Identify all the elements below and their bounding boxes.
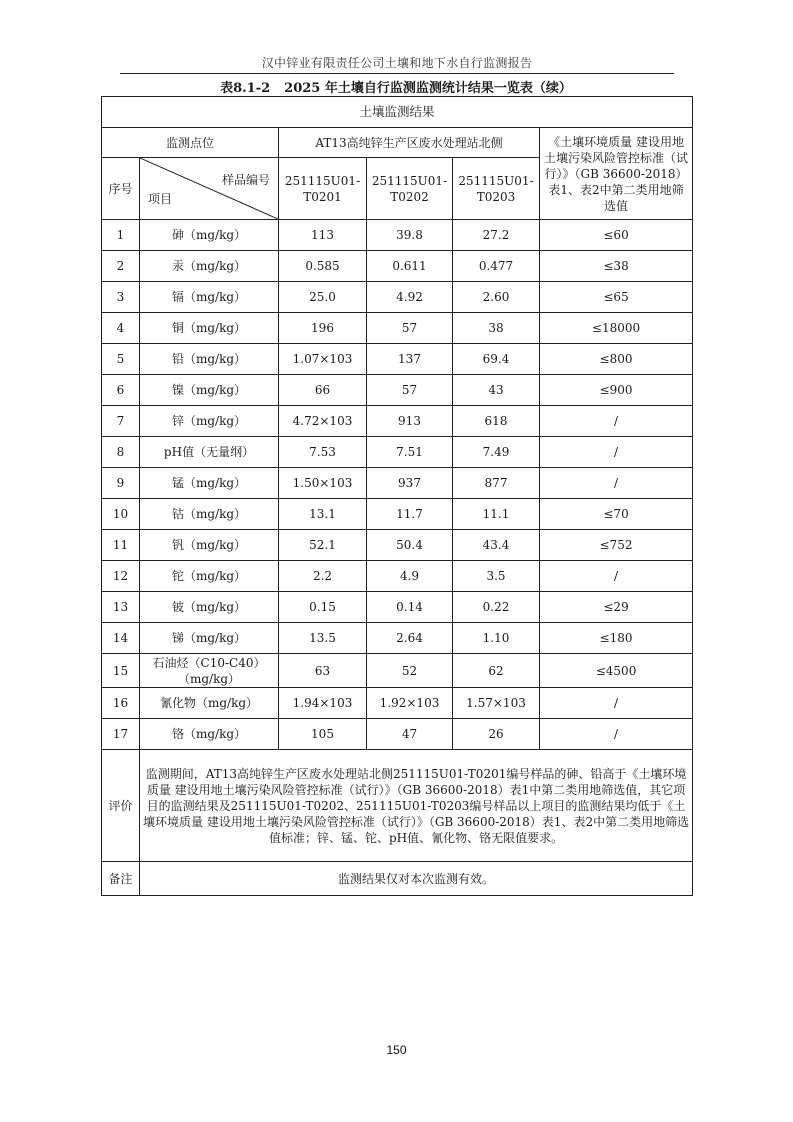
row-standard-limit: ≤800: [540, 344, 693, 375]
row-seq: 13: [102, 592, 140, 623]
row-seq: 6: [102, 375, 140, 406]
row-item: 镉（mg/kg）: [140, 282, 279, 313]
row-value-sample-1: 1.50×103: [279, 468, 367, 499]
row-standard-limit: /: [540, 719, 693, 750]
note-label: 备注: [102, 862, 140, 896]
table-row: [102, 654, 693, 688]
evaluation-label: 评价: [102, 750, 140, 862]
row-value-sample-1: 1.07×103: [279, 344, 367, 375]
table-row: [102, 282, 693, 313]
row-item: 铊（mg/kg）: [140, 561, 279, 592]
row-value-sample-2: 0.14: [367, 592, 453, 623]
row-value-sample-3: 69.4: [453, 344, 540, 375]
row-value-sample-2: 57: [367, 375, 453, 406]
row-value-sample-2: 4.9: [367, 561, 453, 592]
row-seq: 10: [102, 499, 140, 530]
row-value-sample-2: 913: [367, 406, 453, 437]
row-standard-limit: ≤60: [540, 220, 693, 251]
row-value-sample-1: 196: [279, 313, 367, 344]
row-seq: 2: [102, 251, 140, 282]
table-row: [102, 530, 693, 561]
table-section-title: 土壤监测结果: [102, 97, 693, 128]
row-item: 铜（mg/kg）: [140, 313, 279, 344]
row-item: 石油烃（C10-C40）（mg/kg）: [140, 654, 279, 688]
row-item: 铬（mg/kg）: [140, 719, 279, 750]
table-number: 表8.1-2: [220, 81, 271, 96]
row-value-sample-3: 38: [453, 313, 540, 344]
diagonal-divider: [140, 158, 278, 219]
row-value-sample-1: 113: [279, 220, 367, 251]
row-standard-limit: ≤70: [540, 499, 693, 530]
header-rule: [120, 73, 674, 74]
row-seq: 4: [102, 313, 140, 344]
sample-id-2: 251115U01-T0202: [367, 158, 453, 220]
row-seq: 1: [102, 220, 140, 251]
row-standard-limit: ≤38: [540, 251, 693, 282]
row-value-sample-3: 1.57×103: [453, 688, 540, 719]
note-row: [102, 862, 693, 896]
sample-id-3: 251115U01-T0203: [453, 158, 540, 220]
row-value-sample-3: 62: [453, 654, 540, 688]
row-value-sample-1: 25.0: [279, 282, 367, 313]
row-standard-limit: /: [540, 688, 693, 719]
row-value-sample-1: 0.585: [279, 251, 367, 282]
table-row: [102, 313, 693, 344]
row-value-sample-1: 0.15: [279, 592, 367, 623]
row-standard-limit: ≤900: [540, 375, 693, 406]
table-row: [102, 437, 693, 468]
row-item: 钒（mg/kg）: [140, 530, 279, 561]
item-label: 项目: [148, 192, 173, 206]
row-value-sample-3: 618: [453, 406, 540, 437]
diagonal-header-cell: [140, 158, 279, 220]
table-row: [102, 561, 693, 592]
table-row: [102, 688, 693, 719]
row-item: 砷（mg/kg）: [140, 220, 279, 251]
sample-id-label: 样品编号: [221, 173, 270, 187]
table-row: [102, 375, 693, 406]
row-value-sample-3: 1.10: [453, 623, 540, 654]
row-value-sample-1: 13.1: [279, 499, 367, 530]
row-seq: 17: [102, 719, 140, 750]
row-value-sample-2: 7.51: [367, 437, 453, 468]
row-standard-limit: /: [540, 437, 693, 468]
row-item: 氰化物（mg/kg）: [140, 688, 279, 719]
row-seq: 7: [102, 406, 140, 437]
row-item: 汞（mg/kg）: [140, 251, 279, 282]
row-standard-limit: ≤65: [540, 282, 693, 313]
row-item: 锌（mg/kg）: [140, 406, 279, 437]
row-standard-limit: /: [540, 561, 693, 592]
table-title: 2025 年土壤自行监测监测统计结果一览表（续）: [284, 81, 572, 96]
row-item: 铅（mg/kg）: [140, 344, 279, 375]
seq-header: 序号: [102, 158, 140, 220]
note-text: 监测结果仅对本次监测有效。: [140, 862, 693, 896]
evaluation-text: 监测期间，AT13高纯锌生产区废水处理站北侧251115U01-T0201编号样品的砷、铅高于《土壤环境质量 建设用地土壤污染风险管控标准（试行）》（GB 36600-2018）表1中第二类用地筛选值，其它项目的监测结果及251115U01-T0202、251115U01-T0203编号样品以上项目的监测结果均低于《土壤环境质量 建设用地土壤污染风险管控标准（试行）》（GB 36600-2018）表1、表2中第二类用地筛选值标准；锌、锰、铊、pH值、氰化物、铬无限值要求。: [140, 750, 693, 862]
evaluation-row: [102, 750, 693, 862]
row-seq: 15: [102, 654, 140, 688]
row-value-sample-3: 7.49: [453, 437, 540, 468]
row-value-sample-2: 52: [367, 654, 453, 688]
running-header: 汉中锌业有限责任公司土壤和地下水自行监测报告: [261, 56, 533, 70]
row-item: 锰（mg/kg）: [140, 468, 279, 499]
row-standard-limit: ≤18000: [540, 313, 693, 344]
row-value-sample-3: 0.477: [453, 251, 540, 282]
row-seq: 9: [102, 468, 140, 499]
table-row: [102, 592, 693, 623]
sample-id-1: 251115U01-T0201: [279, 158, 367, 220]
row-seq: 3: [102, 282, 140, 313]
row-value-sample-2: 11.7: [367, 499, 453, 530]
table-row: [102, 499, 693, 530]
table-row: [102, 344, 693, 375]
table-title-row: [102, 97, 693, 128]
row-value-sample-3: 877: [453, 468, 540, 499]
row-seq: 5: [102, 344, 140, 375]
row-value-sample-2: 47: [367, 719, 453, 750]
table-row: [102, 623, 693, 654]
row-standard-limit: ≤180: [540, 623, 693, 654]
row-item: 锑（mg/kg）: [140, 623, 279, 654]
row-standard-limit: ≤752: [540, 530, 693, 561]
row-seq: 12: [102, 561, 140, 592]
table-row: [102, 719, 693, 750]
row-value-sample-2: 1.92×103: [367, 688, 453, 719]
row-value-sample-2: 50.4: [367, 530, 453, 561]
row-seq: 11: [102, 530, 140, 561]
table-caption: [101, 77, 691, 95]
row-item: 钴（mg/kg）: [140, 499, 279, 530]
row-standard-limit: ≤4500: [540, 654, 693, 688]
row-item: 镍（mg/kg）: [140, 375, 279, 406]
row-value-sample-2: 2.64: [367, 623, 453, 654]
row-item: pH值（无量纲）: [140, 437, 279, 468]
site-name: AT13高纯锌生产区废水处理站北侧: [279, 128, 540, 158]
row-value-sample-2: 39.8: [367, 220, 453, 251]
site-row: [102, 128, 693, 158]
row-value-sample-1: 7.53: [279, 437, 367, 468]
row-standard-limit: /: [540, 406, 693, 437]
row-value-sample-3: 3.5: [453, 561, 540, 592]
row-seq: 8: [102, 437, 140, 468]
row-value-sample-2: 937: [367, 468, 453, 499]
row-value-sample-2: 0.611: [367, 251, 453, 282]
row-value-sample-3: 43.4: [453, 530, 540, 561]
table-row: [102, 220, 693, 251]
table-row: [102, 406, 693, 437]
row-value-sample-2: 4.92: [367, 282, 453, 313]
row-seq: 14: [102, 623, 140, 654]
page-number: 150: [386, 1043, 407, 1057]
row-value-sample-3: 43: [453, 375, 540, 406]
row-value-sample-1: 63: [279, 654, 367, 688]
row-value-sample-1: 1.94×103: [279, 688, 367, 719]
row-value-sample-2: 137: [367, 344, 453, 375]
row-value-sample-1: 2.2: [279, 561, 367, 592]
row-value-sample-3: 2.60: [453, 282, 540, 313]
row-standard-limit: /: [540, 468, 693, 499]
row-value-sample-1: 4.72×103: [279, 406, 367, 437]
row-value-sample-3: 27.2: [453, 220, 540, 251]
row-value-sample-1: 66: [279, 375, 367, 406]
row-value-sample-2: 57: [367, 313, 453, 344]
standard-header: 《土壤环境质量 建设用地土壤污染风险管控标准（试行）》（GB 36600-2018）表1、表2中第二类用地筛选值: [540, 128, 693, 220]
row-value-sample-3: 26: [453, 719, 540, 750]
row-item: 铍（mg/kg）: [140, 592, 279, 623]
row-value-sample-3: 11.1: [453, 499, 540, 530]
soil-monitoring-table: [101, 96, 693, 896]
row-value-sample-1: 13.5: [279, 623, 367, 654]
table-row: [102, 468, 693, 499]
row-value-sample-3: 0.22: [453, 592, 540, 623]
row-standard-limit: ≤29: [540, 592, 693, 623]
row-value-sample-1: 105: [279, 719, 367, 750]
row-seq: 16: [102, 688, 140, 719]
site-label: 监测点位: [102, 128, 279, 158]
row-value-sample-1: 52.1: [279, 530, 367, 561]
table-row: [102, 251, 693, 282]
